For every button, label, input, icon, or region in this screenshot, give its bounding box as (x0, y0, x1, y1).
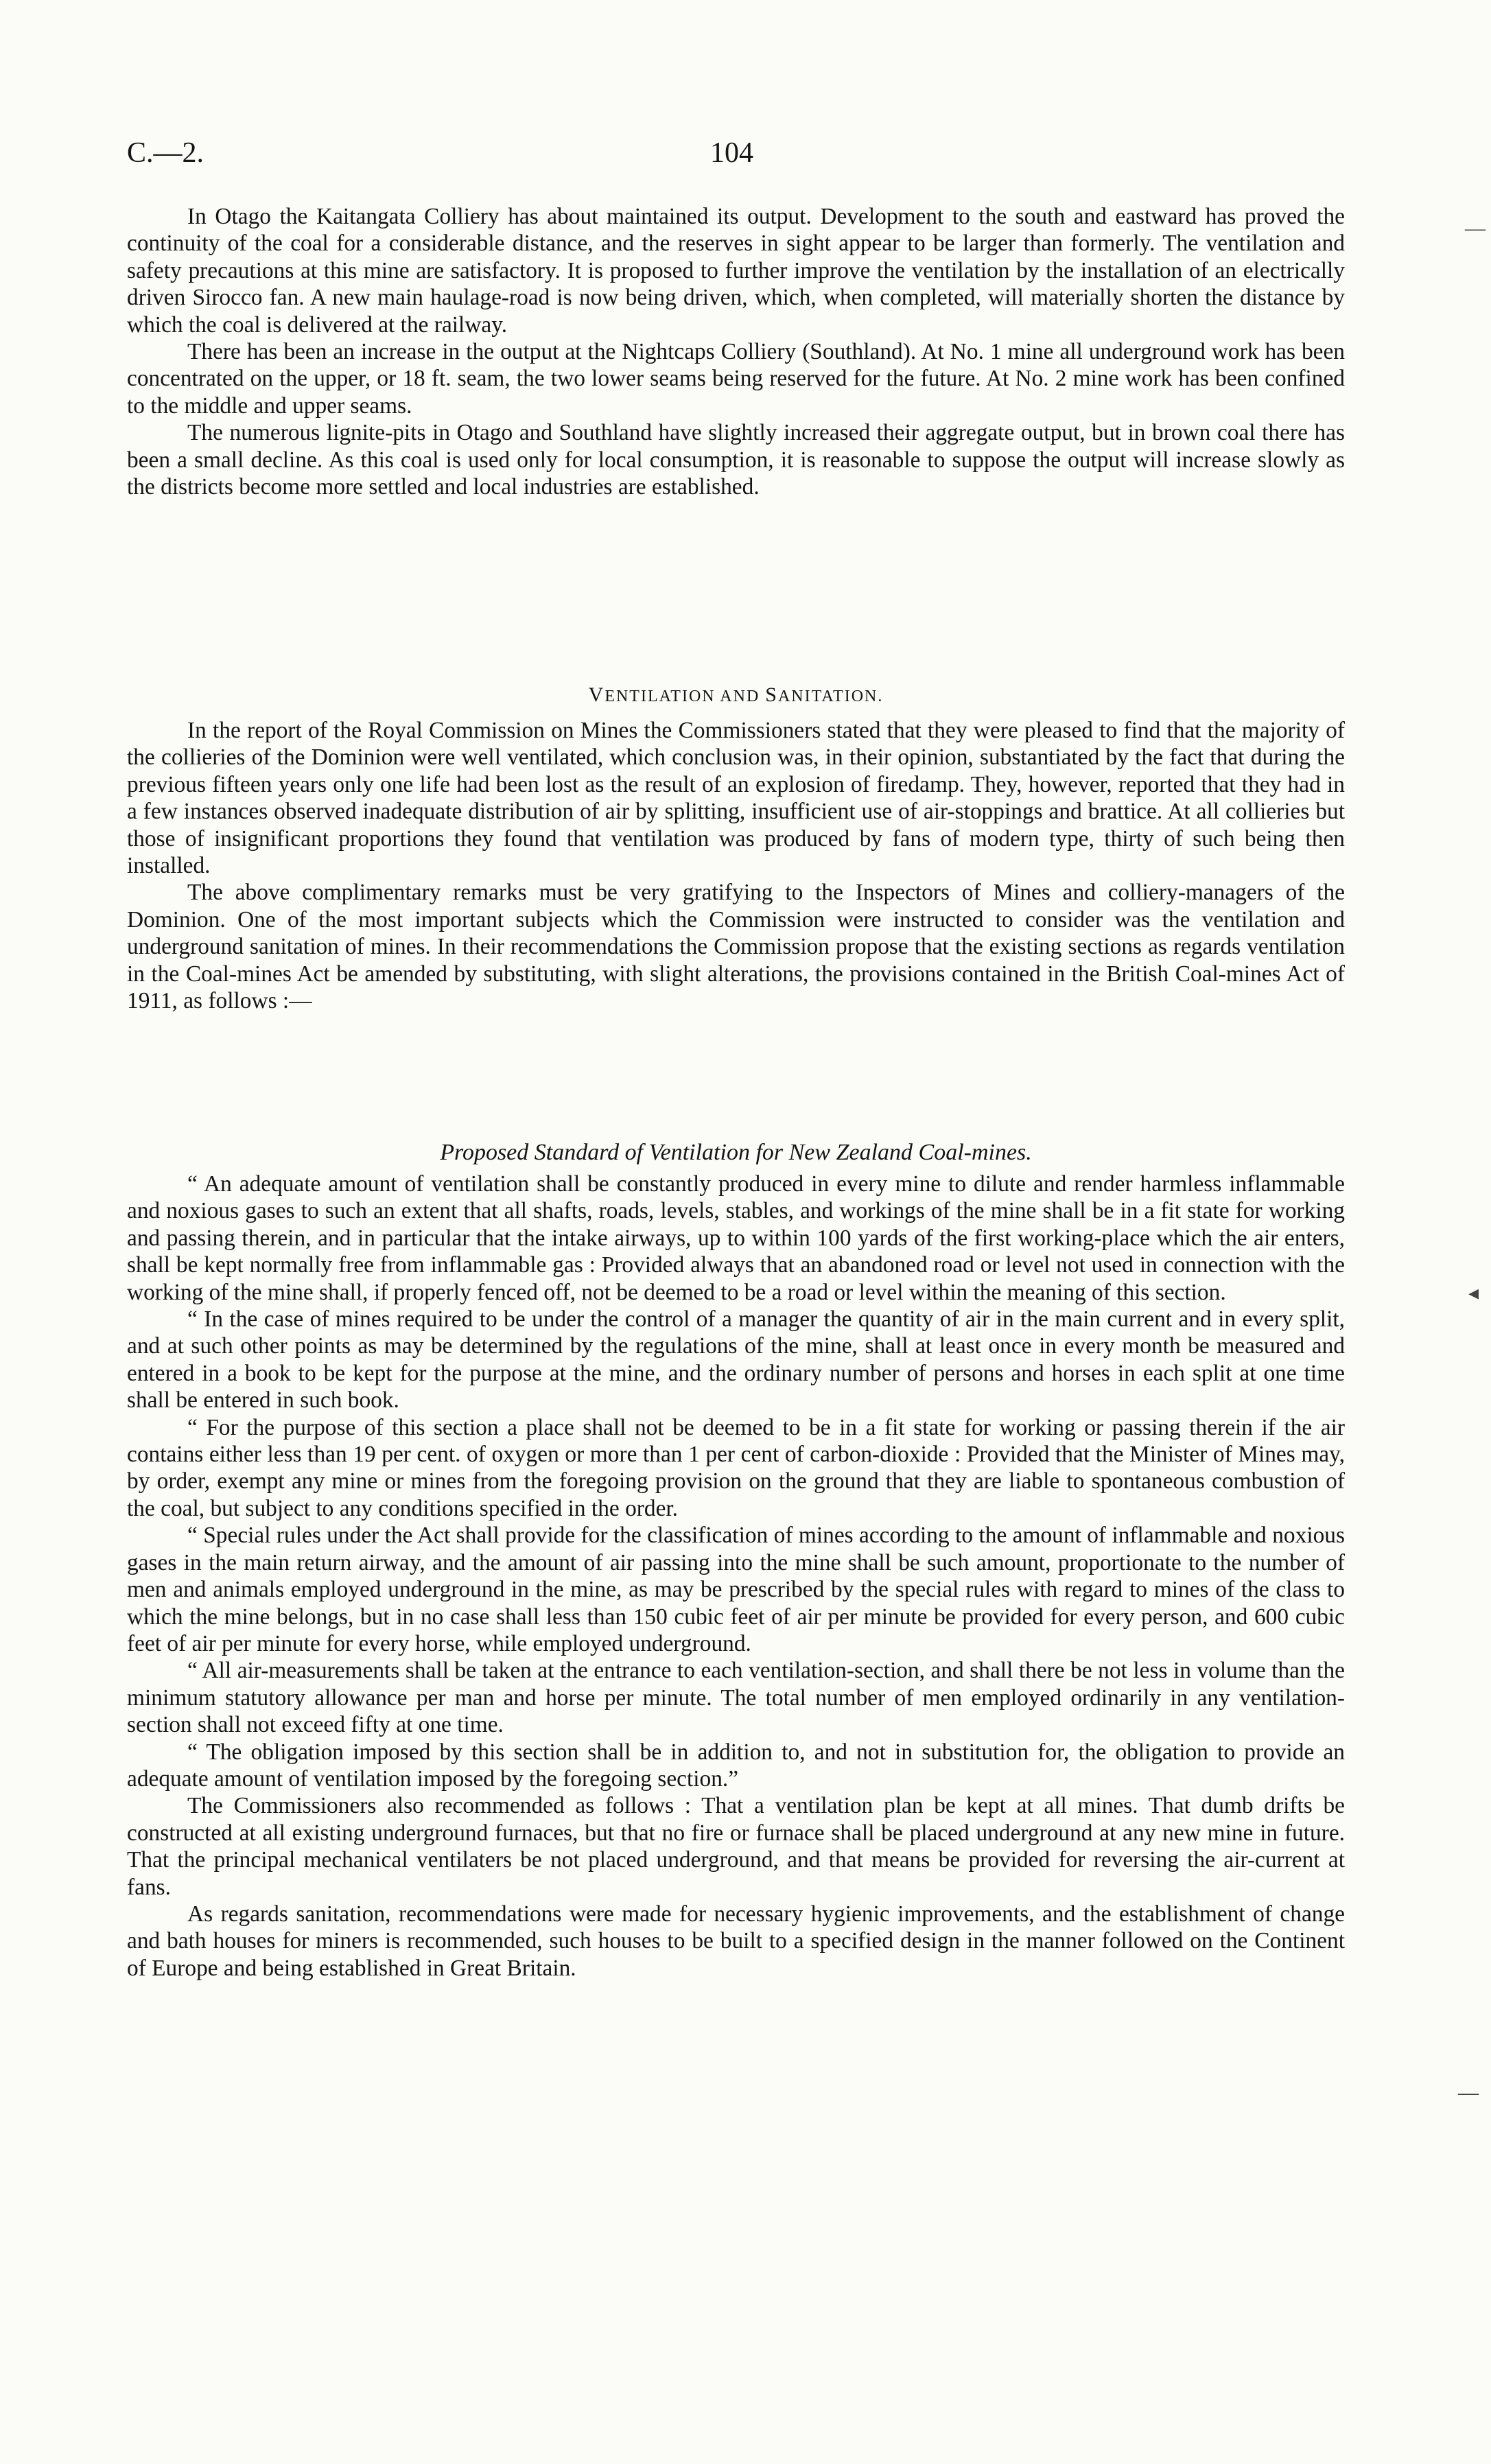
paragraph-complimentary-remarks: The above complimentary remarks must be very gratifying to the Inspectors of Mines and colliery-managers of the Dominion. One of the most important subjects which the Commission were instructed to consider was the ventilation and underground sanitation of mines. In their recommendations the Commission propose that the existing sections as regards ventilation in the Coal-mines Act be amended by substituting, with slight alterations, the provisions contained in the British Coal-mines Act of 1911, as follows :— (127, 880, 1345, 1014)
paragraph-adequate-ventilation: “ An adequate amount of ventilation shall be constantly produced in every mine to dilute and render harmless inflammable and noxious gases to such an extent that all shafts, roads, levels, stables, and workings of the mine shall be in a fit state for working and passing therein, and in particular that the intake airways, up to within 100 yards of the first working-place which the air enters, shall be kept normally free from inflammable gas : Provided always that an abandoned road or level not used in connection with the working of the mine shall, if properly fenced off, not be deemed to be a road or level within the meaning of this section. (127, 1171, 1345, 1305)
sub-heading-proposed-standard: Proposed Standard of Ventilation for New Zealand Coal-mines. (440, 1140, 1032, 1165)
page-header (127, 132, 1345, 174)
paragraph-commissioners-recommend: The Commissioners also recommended as follows : That a ventilation plan be kept at all mines. That dumb drifts be constructed at all existing underground furnaces, but that no fire or furnace shall be placed underground at any new mine in future. That the principal mechanical ventilaters be not placed underground, and that means be provided for reversing the air-current at fans. (127, 1793, 1345, 1900)
ventilation-text (127, 717, 1345, 1014)
document-reference: C.—2. (127, 137, 204, 169)
margin-mark-dash: — (1465, 217, 1486, 239)
paragraph-special-rules: “ Special rules under the Act shall provide for the classification of mines according to the amount of inflammable and noxious gases in the main return airway, and the amount of air passing into the mine shall be such amount, proportionate to the number of men and animals employed underground in the mine, as may be prescribed by the special rules with regard to mines of the class to which the mine belongs, but in no case shall less than 150 cubic feet of air per minute be provided for every person, and 600 cubic feet of air per minute for every horse, while employed underground. (127, 1523, 1345, 1656)
margin-mark-arrow: ◂ (1468, 1282, 1479, 1304)
section-heading-ventilation: VENTILATION AND SANITATION. (588, 683, 884, 706)
paragraph-air-measurement-book: “ In the case of mines required to be under the control of a manager the quantity of air in the main current and in every split, and at such other points as may be determined by the regulations of the mine, shall at least once in every month be measured and entered in a book to be kept for the purpose at the mine, and the ordinary number of persons and horses in each split at one time shall be entered in such book. (127, 1306, 1345, 1413)
paragraph-obligation: “ The obligation imposed by this section shall be in addition to, and not in substitution for, the obligation to provide an adequate amount of ventilation imposed by the foregoing section.” (127, 1739, 1345, 1792)
margin-mark-dash-lower: — (1458, 2081, 1479, 2104)
paragraph-sanitation: As regards sanitation, recommendations were made for necessary hygienic improvements, and the establishment of change and bath houses for miners is recommended, such houses to be built to a specified design in the manner followed on the Continent of Europe and being established in Great Britain. (127, 1901, 1345, 1981)
intro-text (127, 203, 1345, 500)
proposed-standard-text (127, 1171, 1345, 1982)
paragraph-air-measurements-sections: “ All air-measurements shall be taken at the entrance to each ventilation-section, and shall there be not less in volume than the minimum statutory allowance per man and horse per minute. The total number of men employed ordinarily in any ventilation-section shall not exceed fifty at one time. (127, 1658, 1345, 1738)
paragraph-kaitangata: In Otago the Kaitangata Colliery has about maintained its output. Development to the south and eastward has proved the continuity of the coal for a considerable distance, and the reserves in sight appear to be larger than formerly. The ventilation and safety precautions at this mine are satisfactory. It is proposed to further improve the ventilation by the installation of an electrically driven Sirocco fan. A new main haulage-road is now being driven, which, when completed, will materially shorten the distance by which the coal is delivered at the railway. (127, 204, 1345, 338)
paragraph-nightcaps: There has been an increase in the output at the Nightcaps Colliery (Southland). At No. 1 mine all underground work has been concentrated on the upper, or 18 ft. seam, the two lower seams being reserved for the future. At No. 2 mine work has been confined to the middle and upper seams. (127, 339, 1345, 419)
paragraph-oxygen-requirement: “ For the purpose of this section a place shall not be deemed to be in a fit state for working or passing therein if the air contains either less than 19 per cent. of oxygen or more than 1 per cent of carbon-dioxide : Provided that the Minister of Mines may, by order, exempt any mine or mines from the foregoing provision on the ground that they are liable to spontaneous combustion of the coal, but subject to any conditions specified in the order. (127, 1414, 1345, 1521)
paragraph-lignite: The numerous lignite-pits in Otago and Southland have slightly increased their aggregate output, but in brown coal there has been a small decline. As this coal is used only for local consumption, it is reasonable to suppose the output will increase slowly as the districts become more settled and local industries are established. (127, 420, 1345, 500)
paragraph-royal-commission: In the report of the Royal Commission on Mines the Commissioners stated that they were pleased to find that the majority of the collieries of the Dominion were well ventilated, which conclusion was, in their opinion, substantiated by the fact that during the previous fifteen years only one life had been lost as the result of an explosion of firedamp. They, however, reported that they had in a few instances observed inadequate distribution of air by splitting, insufficient use of air-stoppings and brattice. At all collieries but those of insignificant proportions they found that ventilation was produced by fans of modern type, thirty of such being then installed. (127, 718, 1345, 879)
page-number: 104 (710, 137, 753, 169)
